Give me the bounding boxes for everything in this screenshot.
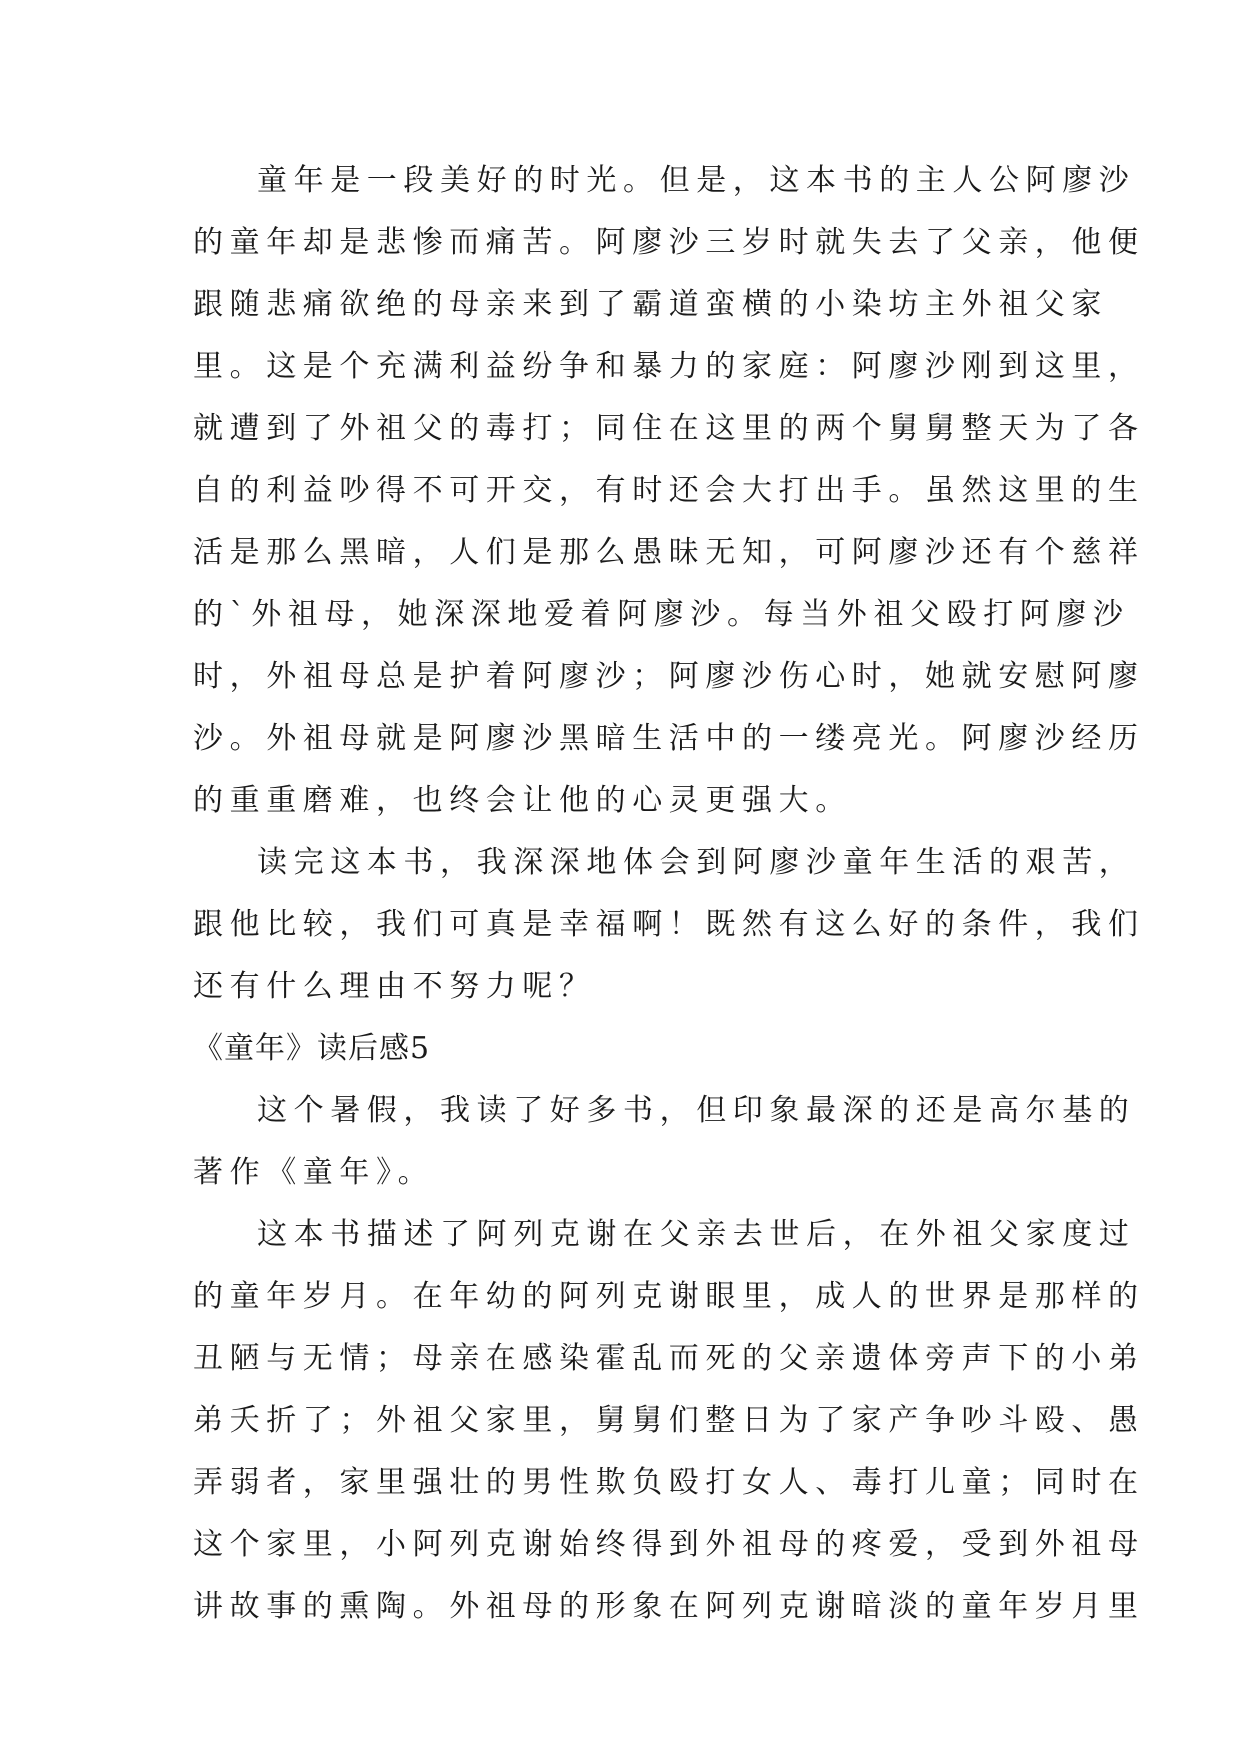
paragraph-2	[193, 832, 1145, 1018]
paragraph-line: 的重重磨难，也终会让他的心灵更强大。	[193, 783, 852, 818]
paragraph-line: 这个暑假，我读了好多书，但印象最深的还是高尔基的	[257, 1093, 1136, 1128]
paragraph-line: 弄弱者，家里强壮的男性欺负殴打女人、毒打儿童；同时在	[193, 1465, 1145, 1500]
paragraph-line: 著作《童年》。	[193, 1155, 435, 1190]
paragraph-line: 读完这本书，我深深地体会到阿廖沙童年生活的艰苦，	[257, 845, 1136, 880]
paragraph-line: 童年是一段美好的时光。但是，这本书的主人公阿廖沙	[257, 163, 1136, 198]
paragraph-line: 自的利益吵得不可开交，有时还会大打出手。虽然这里的生	[193, 473, 1145, 508]
paragraph-3	[193, 1080, 1136, 1204]
paragraph-line: 的`外祖母，她深深地爱着阿廖沙。每当外祖父殴打阿廖沙	[193, 597, 1130, 632]
paragraph-line: 跟随悲痛欲绝的母亲来到了霸道蛮横的小染坊主外祖父家	[193, 287, 1108, 322]
paragraph-1	[193, 150, 1145, 832]
paragraph-line: 就遭到了外祖父的毒打；同住在这里的两个舅舅整天为了各	[193, 411, 1145, 446]
paragraph-line: 跟他比较，我们可真是幸福啊！既然有这么好的条件，我们	[193, 907, 1145, 942]
paragraph-line: 活是那么黑暗，人们是那么愚昧无知，可阿廖沙还有个慈祥	[193, 535, 1145, 570]
paragraph-line: 丑陋与无情；母亲在感染霍乱而死的父亲遗体旁声下的小弟	[193, 1341, 1145, 1376]
paragraph-line: 沙。外祖母就是阿廖沙黑暗生活中的一缕亮光。阿廖沙经历	[193, 721, 1145, 756]
section-title: 《童年》读后感5	[193, 1031, 431, 1066]
paragraph-line: 里。这是个充满利益纷争和暴力的家庭：阿廖沙刚到这里，	[193, 349, 1145, 384]
paragraph-line: 的童年岁月。在年幼的阿列克谢眼里，成人的世界是那样的	[193, 1279, 1145, 1314]
paragraph-line: 的童年却是悲惨而痛苦。阿廖沙三岁时就失去了父亲，他便	[193, 225, 1145, 260]
paragraph-line: 讲故事的熏陶。外祖母的形象在阿列克谢暗淡的童年岁月里	[193, 1589, 1145, 1624]
paragraph-line: 时，外祖母总是护着阿廖沙；阿廖沙伤心时，她就安慰阿廖	[193, 659, 1145, 694]
paragraph-4	[193, 1204, 1145, 1638]
paragraph-line: 弟夭折了；外祖父家里，舅舅们整日为了家产争吵斗殴、愚	[193, 1403, 1145, 1438]
paragraph-line: 这本书描述了阿列克谢在父亲去世后，在外祖父家度过	[257, 1217, 1136, 1252]
document-body	[193, 150, 1145, 1638]
paragraph-line: 还有什么理由不努力呢？	[193, 969, 596, 1004]
paragraph-line: 这个家里，小阿列克谢始终得到外祖母的疼爱，受到外祖母	[193, 1527, 1145, 1562]
